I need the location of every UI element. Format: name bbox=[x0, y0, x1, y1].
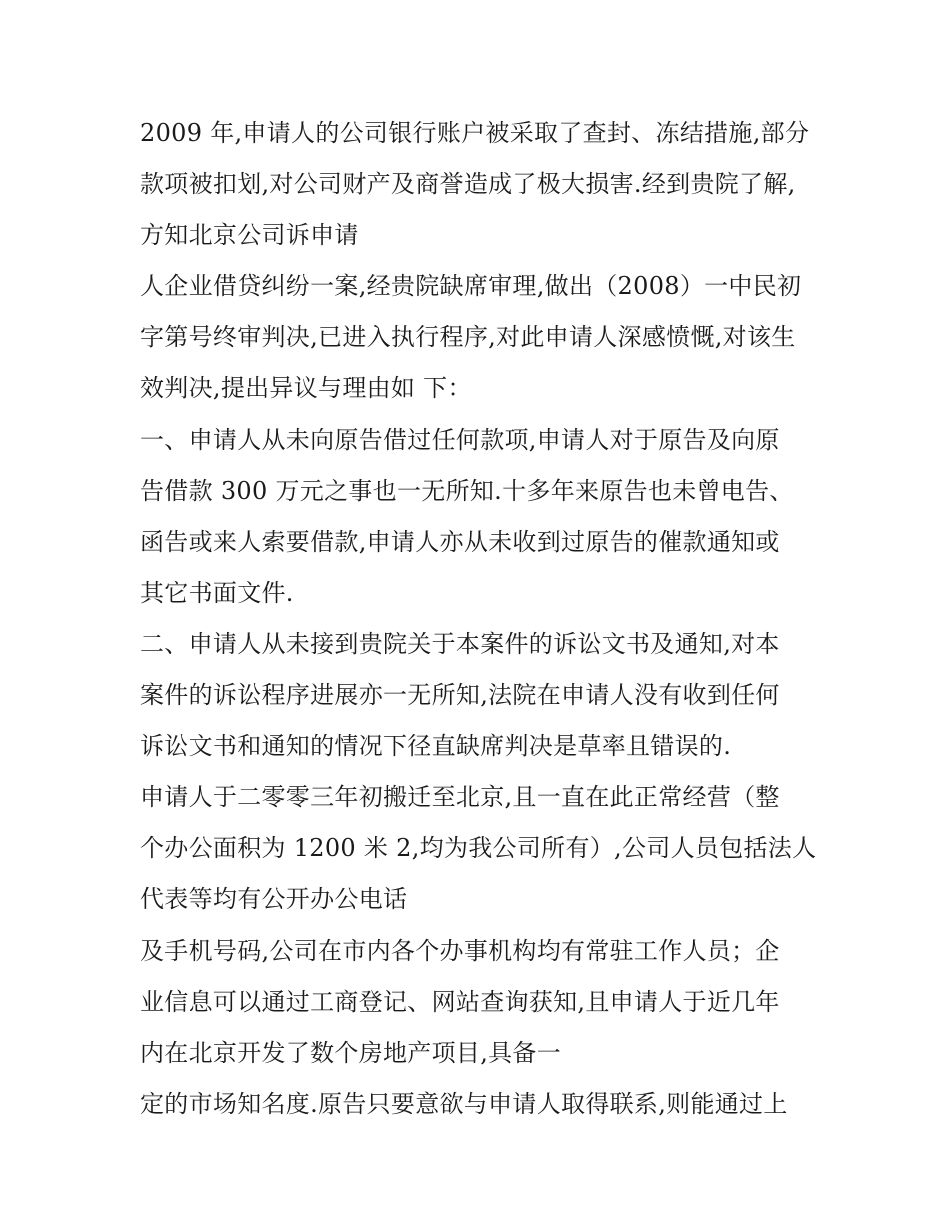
text-line-12: 案件的诉讼程序进展亦一无所知,法院在申请人没有收到任何 bbox=[140, 681, 780, 710]
text-line-1: 2009 年,申请人的公司银行账户被采取了查封、冻结措施,部分 bbox=[140, 119, 810, 147]
text-line-4: 人企业借贷纠纷一案,经贵院缺席审理,做出（2008）一中民初 bbox=[140, 272, 802, 301]
text-line-7: 一、申请人从未向原告借过任何款项,申请人对于原告及向原 bbox=[140, 425, 780, 454]
text-line-10: 其它书面文件. bbox=[140, 578, 294, 607]
text-line-3: 方知北京公司诉申请 bbox=[140, 221, 359, 250]
text-line-13: 诉讼文书和通知的情况下径直缺席判决是草率且错误的. bbox=[140, 732, 732, 761]
text-line-20: 定的市场知名度.原告只要意欲与申请人取得联系,则能通过上 bbox=[140, 1089, 788, 1118]
text-line-8: 告借款 300 万元之事也一无所知.十多年来原告也未曾电告、 bbox=[140, 476, 794, 505]
text-line-11: 二、申请人从未接到贵院关于本案件的诉讼文书及通知,对本 bbox=[140, 629, 780, 658]
text-line-2: 款项被扣划,对公司财产及商誉造成了极大损害.经到贵院了解, bbox=[140, 170, 796, 199]
text-line-14: 申请人于二零零三年初搬迁至北京,且一直在此正常经营（整 bbox=[140, 783, 780, 812]
text-line-16: 代表等均有公开办公电话 bbox=[140, 885, 408, 914]
text-line-9: 函告或来人索要借款,申请人亦从未收到过原告的催款通知或 bbox=[140, 527, 780, 556]
text-line-15: 个办公面积为 1200 米 2,均为我公司所有）,公司人员包括法人 bbox=[140, 834, 817, 863]
text-line-19: 内在北京开发了数个房地产项目,具备一 bbox=[140, 1038, 562, 1067]
document-body bbox=[140, 108, 817, 1130]
text-line-18: 业信息可以通过工商登记、网站查询获知,且申请人于近几年 bbox=[140, 987, 780, 1016]
text-line-6: 效判决,提出异议与理由如 下： bbox=[140, 374, 472, 403]
text-line-5: 字第号终审判决,已进入执行程序,对此申请人深感愤慨,对该生 bbox=[140, 323, 796, 352]
text-line-17: 及手机号码,公司在市内各个办事机构均有常驻工作人员；企 bbox=[140, 936, 780, 965]
